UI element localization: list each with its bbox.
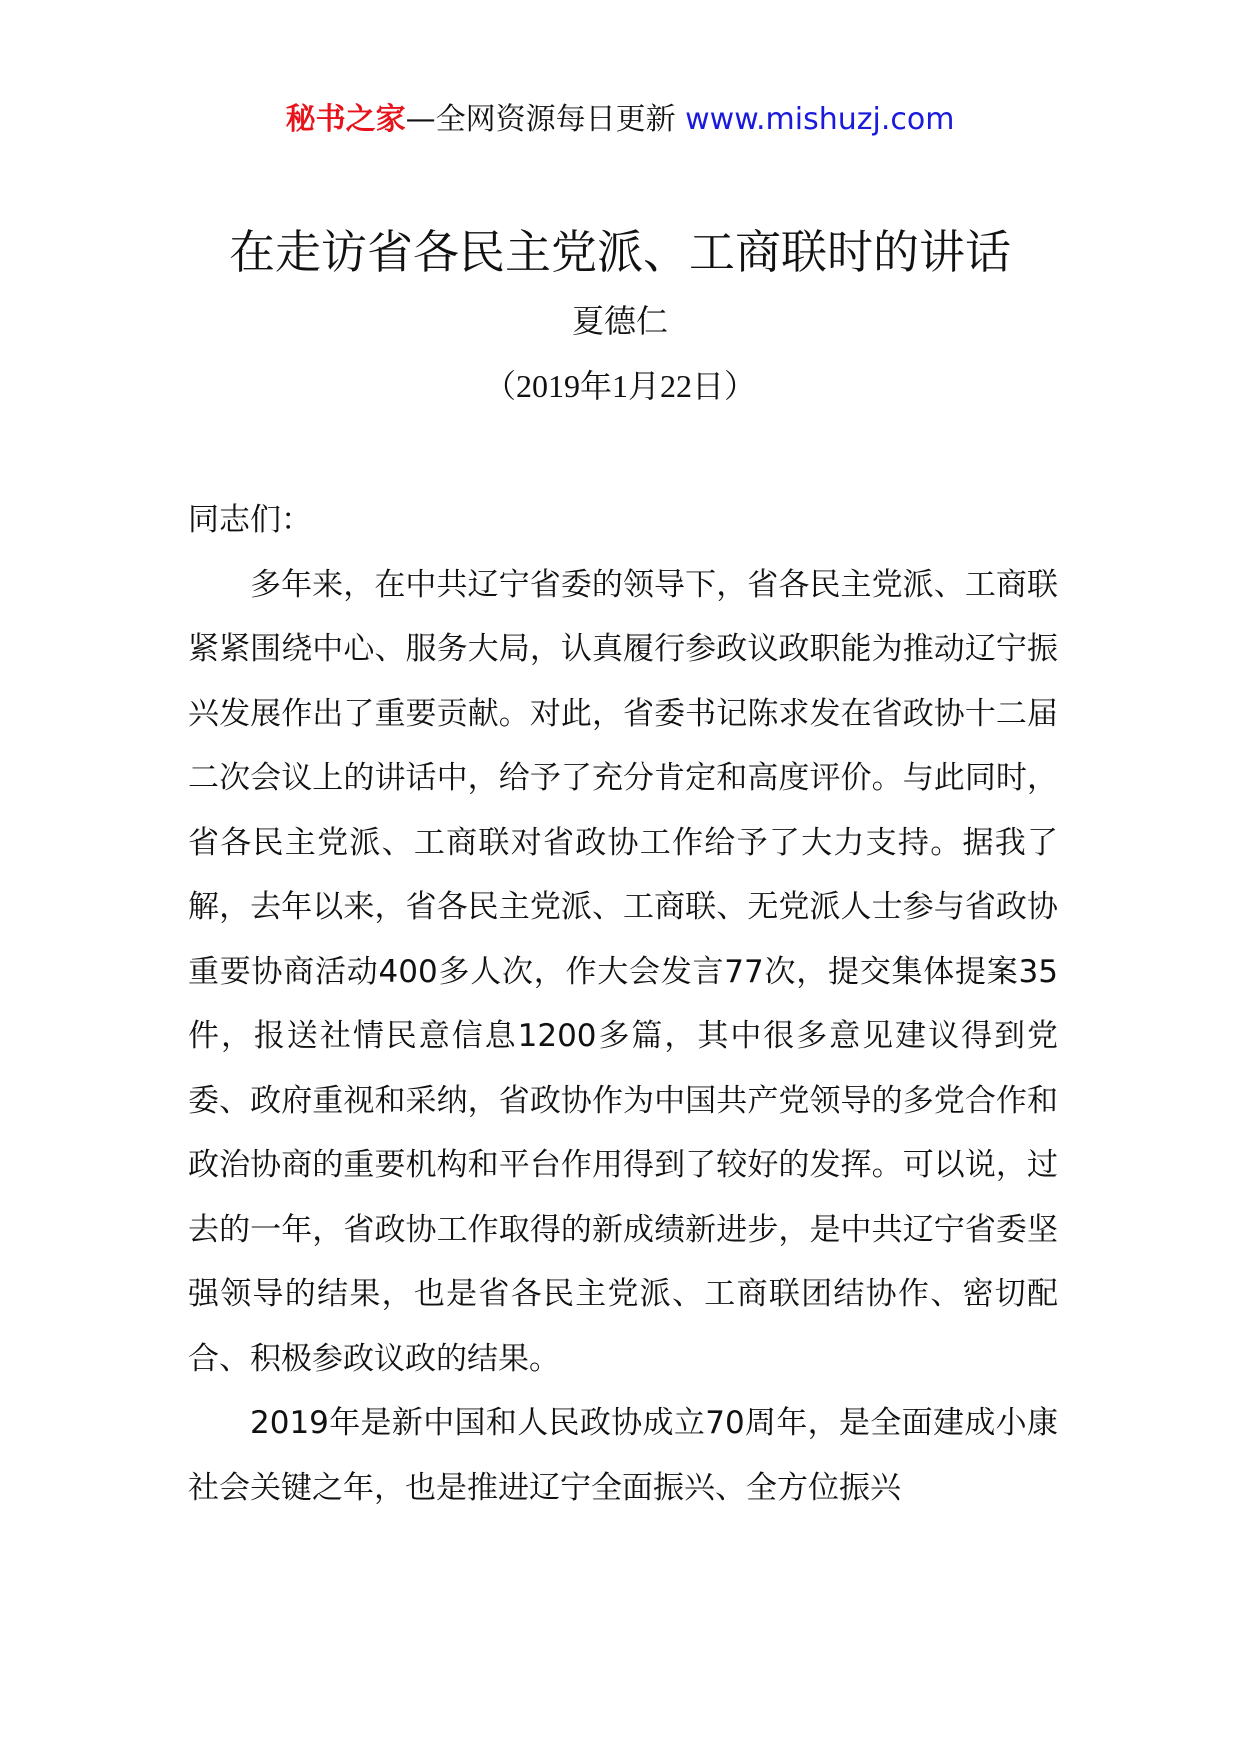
site-link[interactable]: www.mishuzj.com [685, 102, 955, 137]
greeting: 同志们： [188, 502, 312, 538]
document-author: 夏德仁 [571, 302, 668, 340]
site-header [0, 100, 1240, 140]
document-title: 在走访省各民主党派、工商联时的讲话 [229, 225, 1011, 279]
slogan: —全网资源每日更新 [405, 102, 686, 137]
document-date: （2019年1月22日） [483, 368, 756, 404]
paragraph-2: 2019年是新中国和人民政协成立70周年，是全面建成小康社会关键之年，也是推进辽宁全面振兴、全方位振兴 [188, 1405, 1058, 1506]
brand-name: 秘书之家 [285, 102, 406, 137]
document-body [188, 488, 1058, 1520]
paragraph-1: 多年来，在中共辽宁省委的领导下，省各民主党派、工商联紧紧围绕中心、服务大局，认真履行参政议政职能为推动辽宁振兴发展作出了重要贡献。对此，省委书记陈求发在省政协十二届二次会议上的讲话中，给予了充分肯定和高度评价。与此同时，省各民主党派、工商联对省政协工作给予了大力支持。据我了解，去年以来，省各民主党派、工商联、无党派人士参与省政协重要协商活动400多人次，作大会发言77次，提交集体提案35件，报送社情民意信息1200多篇，其中很多意见建议得到党委、政府重视和采纳，省政协作为中国共产党领导的多党合作和政治协商的重要机构和平台作用得到了较好的发挥。可以说，过去的一年，省政协工作取得的新成绩新进步，是中共辽宁省委坚强领导的结果，也是省各民主党派、工商联团结协作、密切配合、积极参政议政的结果。 [188, 566, 1058, 1377]
